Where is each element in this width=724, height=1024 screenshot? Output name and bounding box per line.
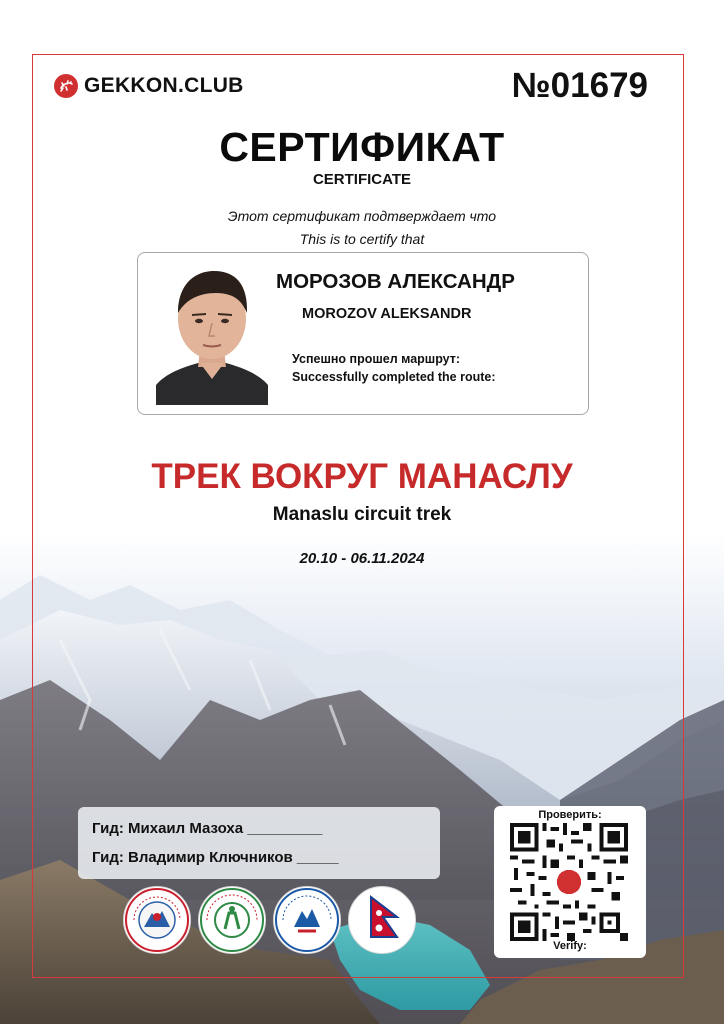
verify-label-english: Verify: — [553, 940, 587, 952]
guide-line-2: Гид: Владимир Ключников _____ — [92, 849, 339, 866]
guide-line-1: Гид: Михаил Мазоха _________ — [92, 820, 323, 837]
route-label-english: Successfully completed the route: — [292, 370, 496, 384]
taan-seal-icon — [198, 886, 266, 954]
qr-code-icon[interactable] — [510, 823, 628, 941]
guides-panel — [78, 807, 440, 879]
title-english: CERTIFICATE — [312, 171, 412, 188]
person-name-russian: МОРОЗОВ АЛЕКСАНДР — [276, 270, 515, 293]
trek-name-english: Manaslu circuit trek — [272, 504, 452, 525]
trek-name-russian: ТРЕК ВОКРУГ МАНАСЛУ — [151, 457, 573, 496]
person-card — [137, 252, 589, 415]
brand-name: GEKKON.CLUB — [84, 74, 244, 97]
verify-label-russian: Проверить: — [538, 809, 602, 821]
nepal-tourism-board-seal-icon — [273, 886, 341, 954]
certify-text-russian: Этот сертификат подтверждает что — [227, 208, 497, 224]
certify-text-english: This is to certify that — [299, 231, 425, 247]
route-label-russian: Успешно прошел маршрут: — [292, 352, 461, 366]
person-name-english: MOROZOV ALEKSANDR — [302, 306, 472, 322]
person-photo — [156, 263, 268, 405]
brand-logo — [54, 74, 244, 98]
gecko-icon — [54, 74, 78, 98]
nepal-flag-icon — [348, 886, 416, 954]
verify-qr-panel[interactable] — [494, 806, 646, 958]
title-russian: СЕРТИФИКАТ — [219, 124, 505, 170]
certificate-number: №01679 — [511, 66, 648, 105]
ministry-of-tourism-seal-icon — [123, 886, 191, 954]
trek-dates: 20.10 - 06.11.2024 — [299, 550, 425, 567]
